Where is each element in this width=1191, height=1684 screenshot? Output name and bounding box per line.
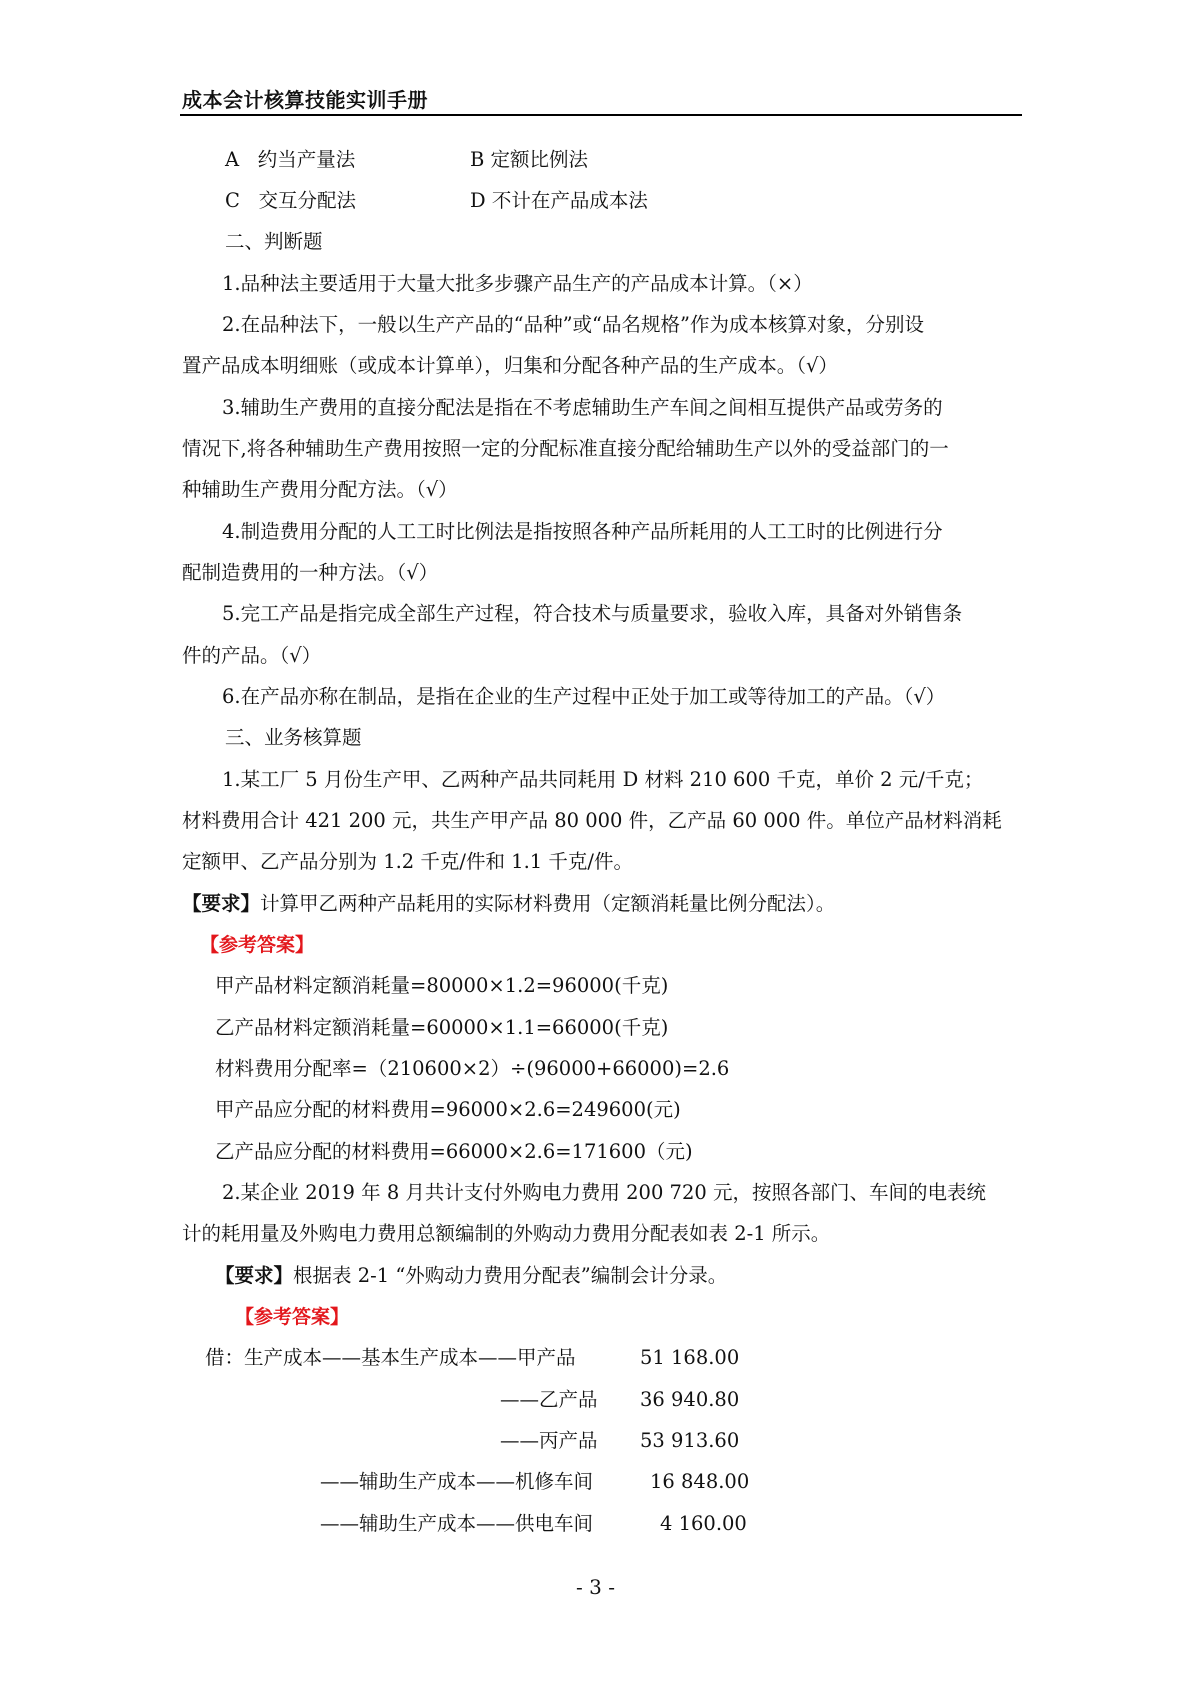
judgment-q6: 6.在产品亦称在制品，是指在企业的生产过程中正处于加工或等待加工的产品。（√） [222,685,946,708]
journal-line5-label: ——辅助生产成本——供电车间 [320,1512,594,1535]
journal-line4-amount: 16 848.00 [650,1470,750,1493]
page-number: - 3 - [576,1575,615,1599]
reference-answer-label-2: 【参考答案】 [235,1306,350,1328]
journal-line2-label: ——乙产品 [500,1388,598,1411]
judgment-q2-line1: 2.在品种法下，一般以生产产品的“品种”或“品名规格”作为成本核算对象，分别设 [222,313,924,336]
judgment-q5-line1: 5.完工产品是指完成全部生产过程，符合技术与质量要求，验收入库，具备对外销售条 [222,602,963,625]
option-c-letter: C [225,189,240,212]
option-d: D 不计在产品成本法 [470,189,648,212]
problem1-line1: 1.某工厂 5 月份生产甲、乙两种产品共同耗用 D 材料 210 600 千克，单价 2 元/千克； [222,768,984,791]
journal-line4-label: ——辅助生产成本——机修车间 [320,1470,594,1493]
answer-line1: 甲产品材料定额消耗量=80000×1.2=96000(千克) [215,974,669,997]
journal-line3-label: ——丙产品 [500,1429,598,1452]
journal-line2-amount: 36 940.80 [640,1388,740,1411]
problem2-line2: 计的耗用量及外购电力费用总额编制的外购动力费用分配表如表 2-1 所示。 [182,1222,831,1245]
journal-line1-amount: 51 168.00 [640,1346,740,1369]
judgment-q5-line2: 件的产品。（√） [182,644,322,667]
answer-line2: 乙产品材料定额消耗量=60000×1.1=66000(千克) [215,1016,669,1039]
running-header-title: 成本会计核算技能实训手册 [182,88,428,112]
answer-line4: 甲产品应分配的材料费用=96000×2.6=249600(元) [215,1098,681,1121]
problem1-line2: 材料费用合计 421 200 元，共生产甲产品 80 000 件，乙产品 60 000 件。单位产品材料消耗 [182,809,1002,832]
option-c-text: 交互分配法 [258,189,357,212]
requirement2-text: 根据表 2-1 “外购动力费用分配表”编制会计分录。 [293,1264,728,1287]
journal-line3-amount: 53 913.60 [640,1429,740,1452]
judgment-q3-line2: 情况下,将各种辅助生产费用按照一定的分配标准直接分配给辅助生产以外的受益部门的一 [182,437,949,460]
problem2-requirement [215,1264,727,1288]
problem1-line3: 定额甲、乙产品分别为 1.2 千克/件和 1.1 千克/件。 [182,850,633,873]
section-heading-judgment: 二、判断题 [225,230,323,253]
requirement-text: 计算甲乙两种产品耗用的实际材料费用（定额消耗量比例分配法）。 [260,892,836,915]
judgment-q4-line2: 配制造费用的一种方法。（√） [182,561,439,584]
problem2-line1: 2.某企业 2019 年 8 月共计支付外购电力费用 200 720 元，按照各部门、车间的电表统 [222,1181,986,1204]
option-b: B 定额比例法 [470,148,589,171]
judgment-q4-line1: 4.制造费用分配的人工工时比例法是指按照各种产品所耗用的人工工时的比例进行分 [222,520,943,543]
section-heading-business: 三、业务核算题 [225,726,362,749]
journal-line5-amount: 4 160.00 [660,1512,747,1535]
judgment-q1: 1.品种法主要适用于大量大批多步骤产品生产的产品成本计算。（×） [222,272,813,295]
reference-answer-label: 【参考答案】 [200,934,315,956]
option-c [225,189,356,213]
requirement2-label: 【要求】 [215,1264,294,1287]
judgment-q3-line1: 3.辅助生产费用的直接分配法是指在不考虑辅助生产车间之间相互提供产品或劳务的 [222,396,943,419]
header-divider [180,114,1022,116]
journal-line1-label: 借：生产成本——基本生产成本——甲产品 [205,1346,576,1369]
answer-line5: 乙产品应分配的材料费用=66000×2.6=171600（元) [215,1140,693,1163]
judgment-q2-line2: 置产品成本明细账（或成本计算单），归集和分配各种产品的生产成本。（√） [182,354,838,377]
answer-line3: 材料费用分配率=（210600×2）÷(96000+66000)=2.6 [215,1057,730,1080]
problem1-requirement [182,892,835,916]
option-a-letter: A [225,148,240,171]
judgment-q3-line3: 种辅助生产费用分配方法。（√） [182,478,458,501]
option-a [225,148,355,172]
requirement-label: 【要求】 [182,892,261,915]
option-a-text: 约当产量法 [257,148,356,171]
